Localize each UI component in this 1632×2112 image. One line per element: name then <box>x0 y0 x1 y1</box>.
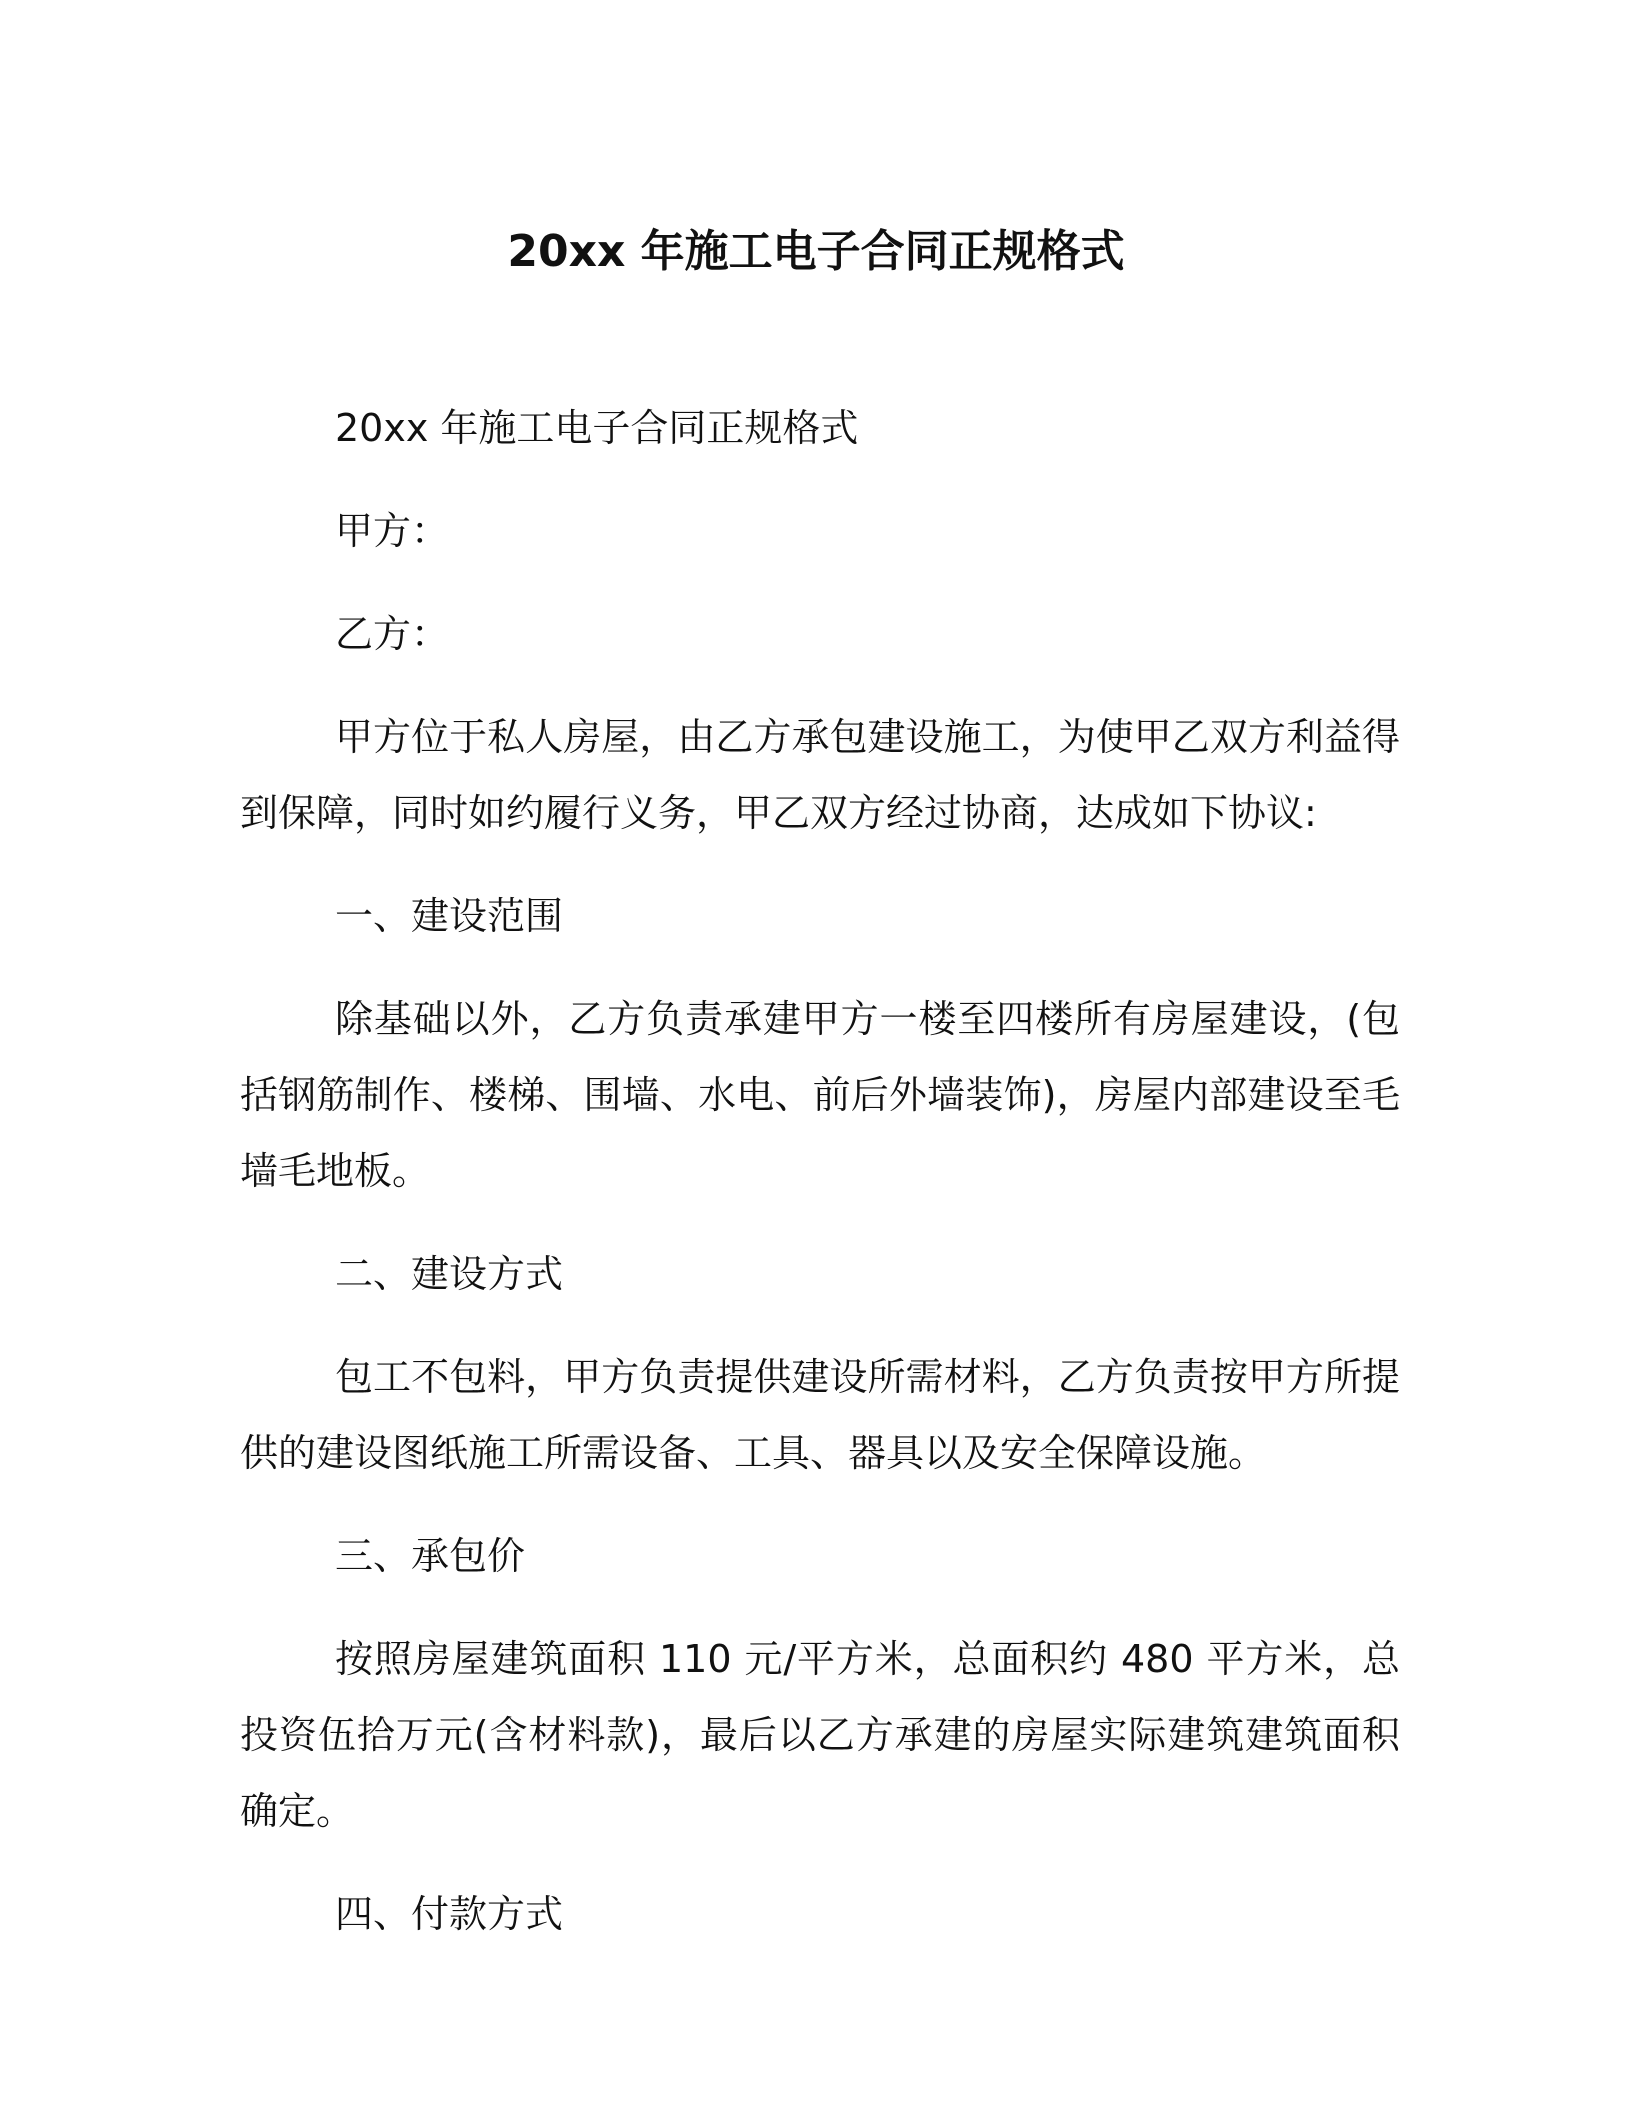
document-title: 20xx 年施工电子合同正规格式 <box>507 226 1125 277</box>
section-heading-scope: 一、建设范围 <box>335 894 564 938</box>
subtitle-paragraph: 20xx 年施工电子合同正规格式 <box>335 406 859 450</box>
price-paragraph: 按照房屋建筑面积 110 元/平方米，总面积约 480 平方米，总投资伍拾万元(含材料款)，最后以乙方承建的房屋实际建筑建筑面积确定。 <box>240 1637 1400 1833</box>
scope-paragraph: 除基础以外，乙方负责承建甲方一楼至四楼所有房屋建设，(包括钢筋制作、楼梯、围墙、水电、前后外墙装饰)，房屋内部建设至毛墙毛地板。 <box>240 997 1400 1193</box>
party-a-line: 甲方： <box>335 509 450 553</box>
section-heading-price: 三、承包价 <box>335 1534 526 1578</box>
section-heading-method: 二、建设方式 <box>335 1252 564 1296</box>
method-paragraph: 包工不包料，甲方负责提供建设所需材料，乙方负责按甲方所提供的建设图纸施工所需设备、工具、器具以及安全保障设施。 <box>240 1355 1400 1475</box>
intro-paragraph: 甲方位于私人房屋，由乙方承包建设施工，为使甲乙双方利益得到保障，同时如约履行义务，甲乙双方经过协商，达成如下协议: <box>240 715 1400 835</box>
section-heading-payment: 四、付款方式 <box>335 1892 564 1936</box>
document-body <box>240 390 1400 1979</box>
party-b-line: 乙方： <box>335 612 450 656</box>
